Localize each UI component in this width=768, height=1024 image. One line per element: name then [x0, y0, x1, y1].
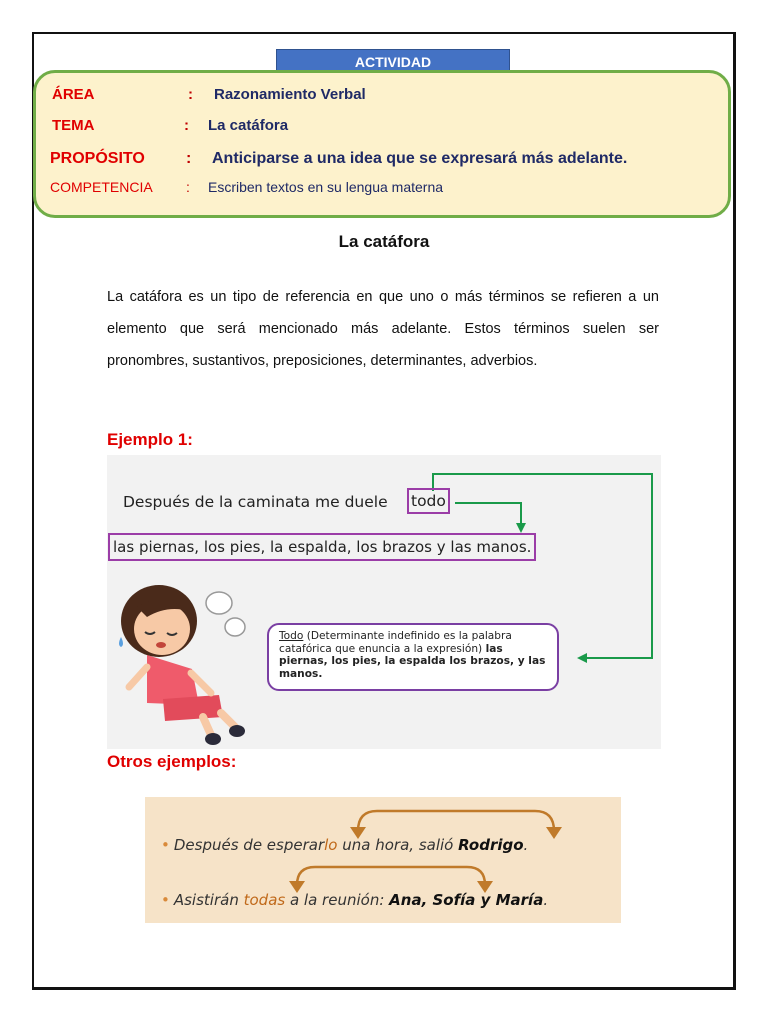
- example1-sentence-end: las piernas, los pies, la espalda, los brazos y las manos.: [108, 533, 536, 561]
- info-value: La catáfora: [208, 117, 289, 134]
- example2-image: [145, 797, 621, 923]
- line-text: .: [543, 891, 549, 909]
- line-highlight: todas: [243, 891, 286, 909]
- intro-paragraph: La catáfora es un tipo de referencia en que uno o más términos se refieren a un elemento que será mencionado más adelante. Estos términos suelen ser pronombres, sustantivos, preposiciones, determinantes, adverbios.: [107, 289, 659, 369]
- info-key: ÁREA: [52, 86, 95, 103]
- document-title: La catáfora: [338, 232, 430, 251]
- line-text: una hora, salió: [337, 836, 459, 854]
- info-key: COMPETENCIA: [50, 179, 153, 195]
- line-bold: Ana, Sofía y María: [389, 891, 544, 909]
- bullet-icon: •: [161, 891, 170, 909]
- info-value: Anticiparse a una idea que se expresará más adelante.: [212, 150, 628, 167]
- line-text: Después de esperar: [173, 836, 325, 854]
- info-box: [33, 70, 731, 218]
- example1-highlight-word: todo: [407, 488, 450, 514]
- example2-line-2: [161, 891, 548, 909]
- line-bold: Rodrigo: [458, 836, 524, 854]
- example1-sentence-start: Después de la caminata me duele: [123, 493, 388, 511]
- example1-explanation-box: [267, 623, 559, 691]
- explanation-word: Todo: [279, 630, 304, 642]
- info-colon: :: [188, 86, 193, 103]
- example2-line-1: [161, 836, 528, 854]
- activity-tab: ACTIVIDAD: [276, 49, 510, 73]
- line-text: .: [523, 836, 529, 854]
- example2-heading: Otros ejemplos:: [107, 752, 237, 771]
- info-colon: :: [186, 179, 190, 195]
- explanation-text: (Determinante indefinido es la palabra catafórica que enuncia a la expresión): [279, 630, 512, 655]
- explanation-bold: las piernas, los pies, la espalda los brazos, y las manos.: [279, 642, 546, 680]
- bullet-icon: •: [161, 836, 170, 854]
- info-key: PROPÓSITO: [50, 150, 145, 167]
- tired-girl-illustration: [107, 577, 257, 747]
- line-text: a la reunión:: [285, 891, 390, 909]
- example1-heading: Ejemplo 1:: [107, 430, 193, 449]
- info-value: Escriben textos en su lengua materna: [208, 179, 444, 195]
- info-colon: :: [184, 117, 189, 134]
- info-value: Razonamiento Verbal: [214, 86, 366, 103]
- example1-image: [107, 455, 661, 749]
- info-key: TEMA: [52, 117, 95, 134]
- line-highlight: lo: [324, 836, 338, 854]
- info-colon: :: [186, 150, 192, 167]
- line-text: Asistirán: [173, 891, 244, 909]
